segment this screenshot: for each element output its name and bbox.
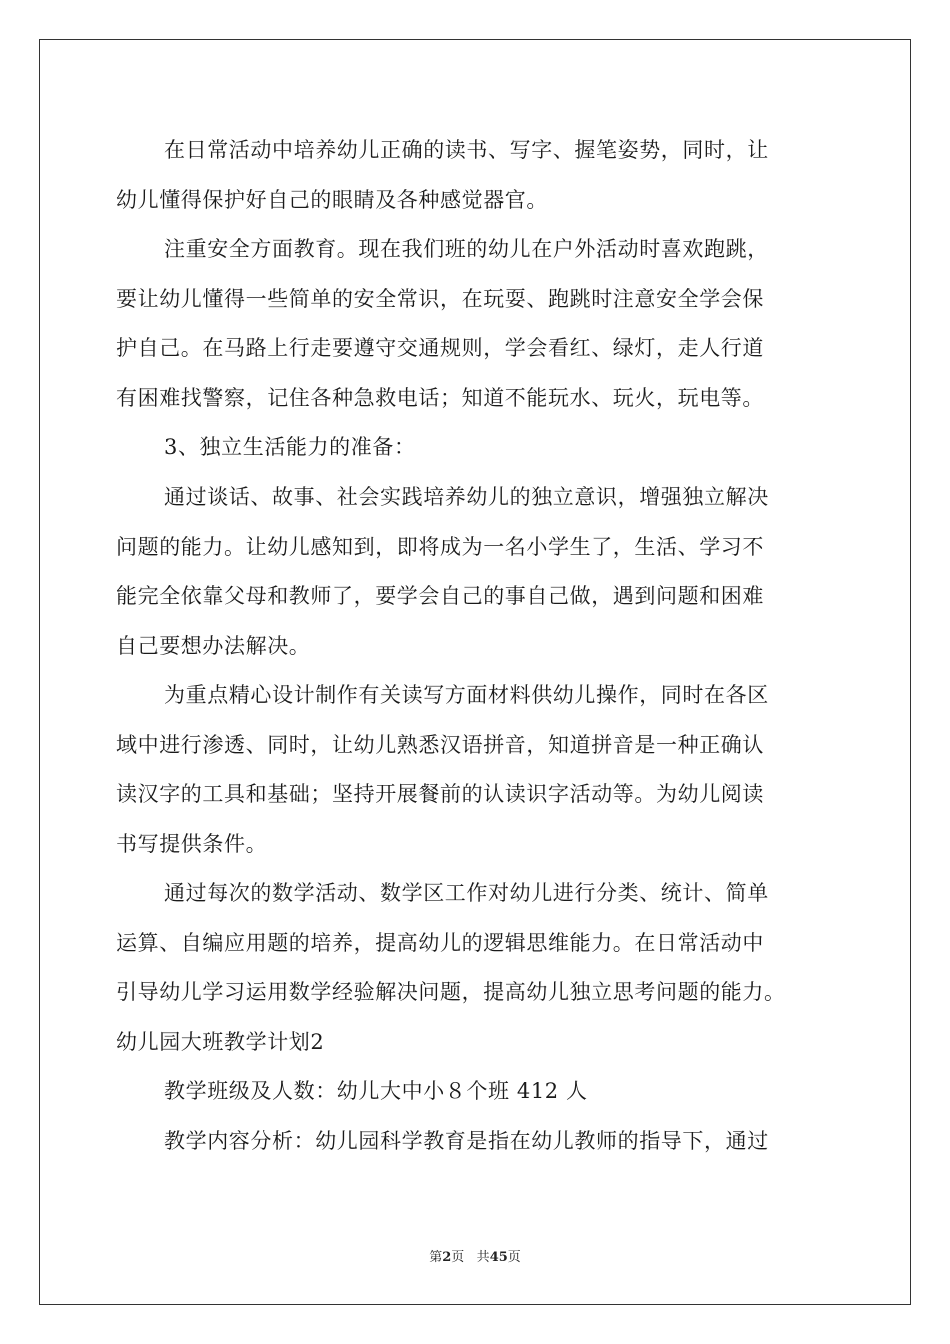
text-line: 要让幼儿懂得一些简单的安全常识，在玩耍、跑跳时注意安全学会保: [116, 287, 764, 311]
footer-total-prefix: 共: [476, 1250, 490, 1265]
document-title: 幼儿园大班教学计划2: [116, 1030, 325, 1054]
text-line: 书写提供条件。: [116, 832, 268, 856]
footer-total-unit: 页: [507, 1250, 521, 1265]
text-line: 在日常活动中培养幼儿正确的读书、写字、握笔姿势，同时，让: [164, 138, 769, 162]
text-line: 有困难找警察，记住各种急救电话；知道不能玩水、玩火，玩电等。: [116, 386, 764, 410]
text-line: 运算、自编应用题的培养，提高幼儿的逻辑思维能力。在日常活动中: [116, 931, 764, 955]
text-line: 自己要想办法解决。: [116, 634, 311, 658]
text-line: 注重安全方面教育。现在我们班的幼儿在户外活动时喜欢跑跳，: [164, 237, 769, 261]
footer-page-unit: 页: [451, 1250, 465, 1265]
text-line: 通过每次的数学活动、数学区工作对幼儿进行分类、统计、简单: [164, 881, 769, 905]
text-line: 读汉字的工具和基础；坚持开展餐前的认读识字活动等。为幼儿阅读: [116, 782, 764, 806]
section-heading: 3、独立生活能力的准备：: [164, 435, 416, 459]
text-line: 教学班级及人数：幼儿大中小８个班 412 人: [164, 1079, 588, 1103]
footer-prefix: 第: [429, 1250, 443, 1265]
page-border: [39, 39, 911, 1305]
text-line: 引导幼儿学习运用数学经验解决问题，提高幼儿独立思考问题的能力。: [116, 980, 786, 1004]
text-line: 问题的能力。让幼儿感知到，即将成为一名小学生了，生活、学习不: [116, 535, 764, 559]
text-line: 护自己。在马路上行走要遵守交通规则，学会看红、绿灯，走人行道: [116, 336, 764, 360]
text-line: 为重点精心设计制作有关读写方面材料供幼儿操作，同时在各区: [164, 683, 769, 707]
total-page-count: 45: [489, 1250, 508, 1265]
current-page-number: 2: [442, 1250, 452, 1265]
text-line: 域中进行渗透、同时，让幼儿熟悉汉语拼音，知道拼音是一种正确认: [116, 733, 764, 757]
text-line: 能完全依靠父母和教师了，要学会自己的事自己做，遇到问题和困难: [116, 584, 764, 608]
text-line: 幼儿懂得保护好自己的眼睛及各种感觉器官。: [116, 188, 548, 212]
text-line: 教学内容分析：幼儿园科学教育是指在幼儿教师的指导下，通过: [164, 1129, 769, 1153]
text-line: 通过谈话、故事、社会实践培养幼儿的独立意识，增强独立解决: [164, 485, 769, 509]
page-footer: [0, 1246, 950, 1265]
